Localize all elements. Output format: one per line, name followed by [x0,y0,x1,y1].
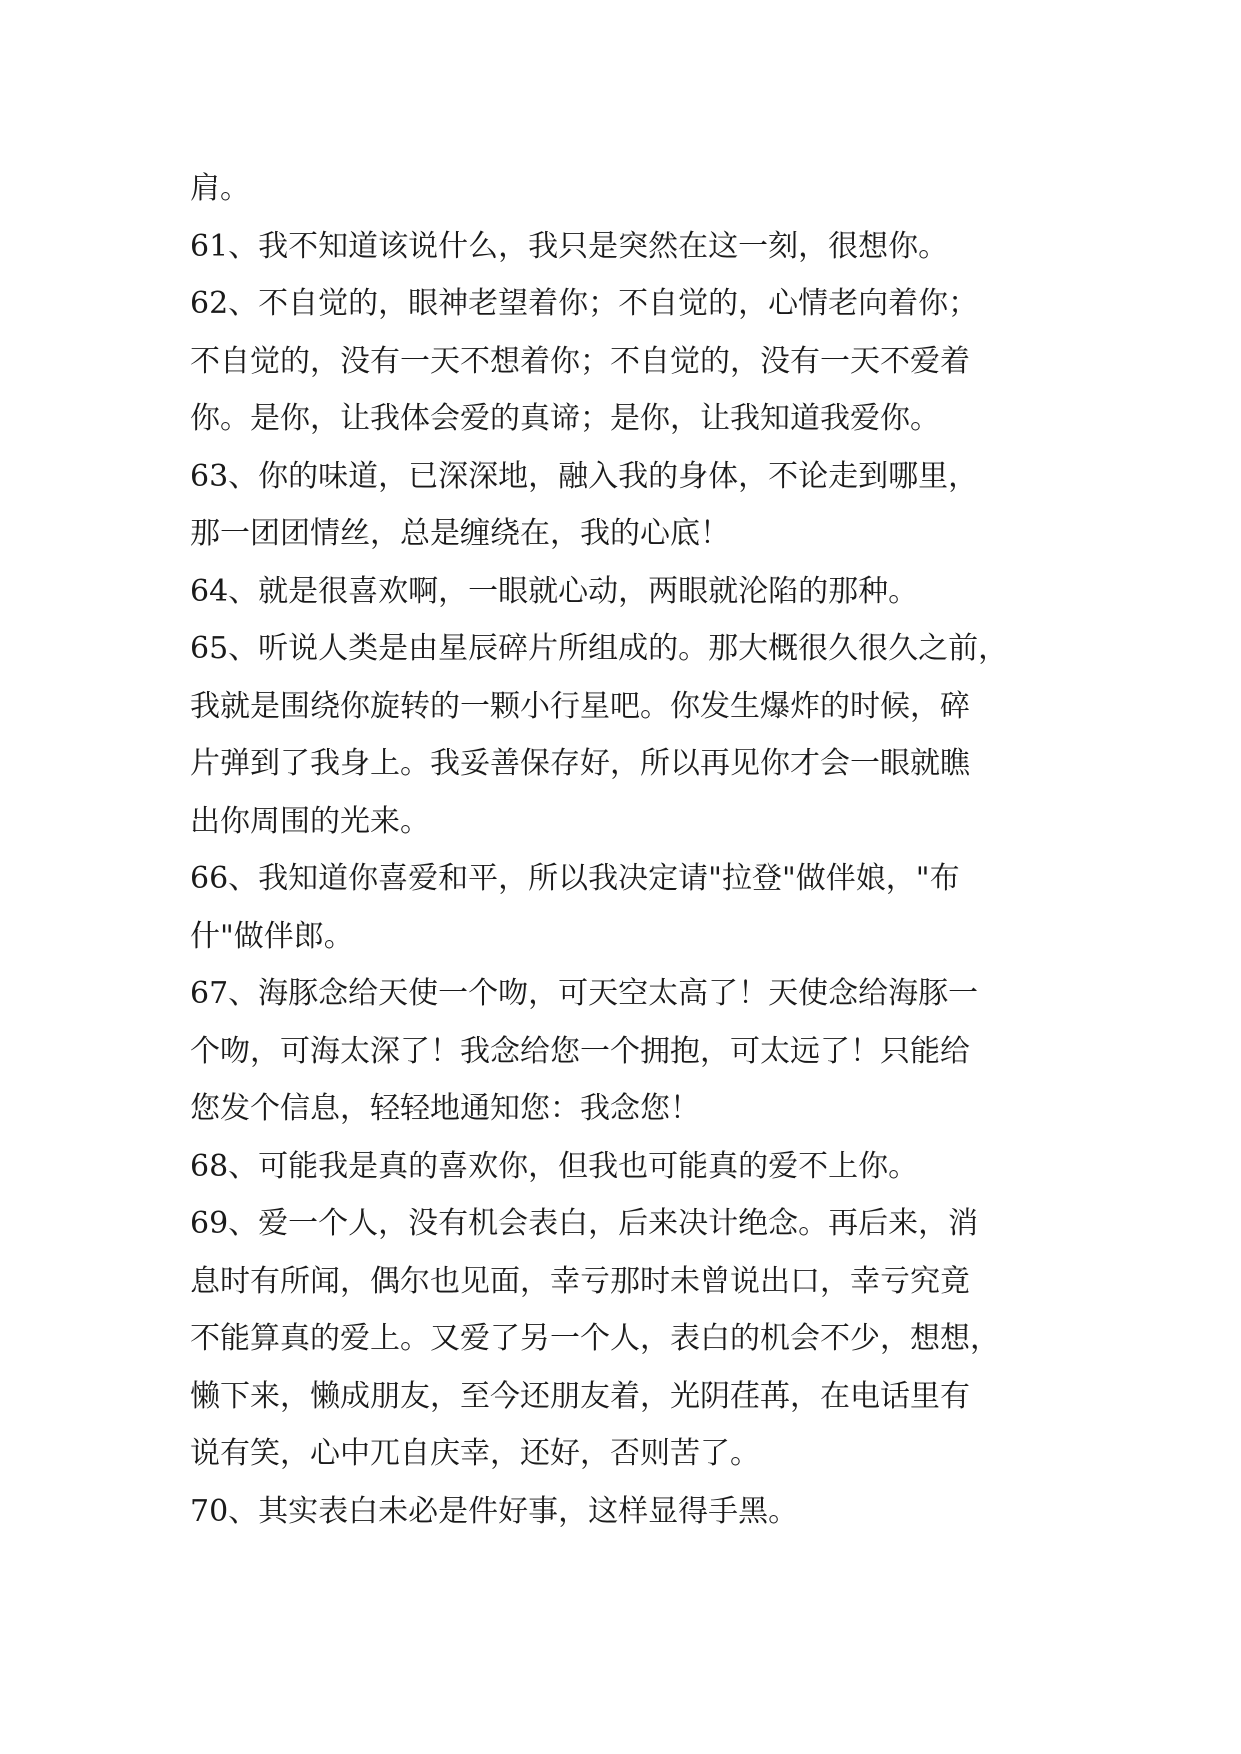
text-line: 个吻，可海太深了！我念给您一个拥抱，可太远了！只能给 [190,1033,970,1069]
text-line: 69、爱一个人，没有机会表白，后来决计绝念。再后来，消 [190,1206,979,1241]
text-line: 62、不自觉的，眼神老望着你；不自觉的，心情老向着你； [190,286,979,321]
text-line: 您发个信息，轻轻地通知您：我念您！ [190,1091,700,1126]
text-line: 出你周围的光来。 [190,803,430,839]
text-line: 65、听说人类是由星辰碎片所组成的。那大概很久很久之前， [190,631,1009,666]
text-line: 68、可能我是真的喜欢你，但我也可能真的爱不上你。 [190,1148,919,1184]
text-line: 那一团团情丝，总是缠绕在，我的心底！ [190,516,730,551]
text-line: 61、我不知道该说什么，我只是突然在这一刻，很想你。 [190,228,949,264]
text-line: 什"做伴郎。 [190,918,354,954]
text-line: 70、其实表白未必是件好事，这样显得手黑。 [190,1493,799,1529]
text-line: 懒下来，懒成朋友，至今还朋友着，光阴荏苒，在电话里有 [190,1378,970,1414]
document-body-text [190,160,1070,1540]
text-line: 说有笑，心中兀自庆幸，还好，否则苦了。 [190,1436,760,1471]
text-line: 息时有所闻，偶尔也见面，幸亏那时未曾说出口，幸亏究竟 [190,1263,970,1299]
text-line: 你。是你，让我体会爱的真谛；是你，让我知道我爱你。 [190,401,940,436]
text-line: 64、就是很喜欢啊，一眼就心动，两眼就沦陷的那种。 [190,573,919,609]
text-line: 我就是围绕你旋转的一颗小行星吧。你发生爆炸的时候，碎 [190,688,970,724]
text-line: 63、你的味道，已深深地，融入我的身体，不论走到哪里， [190,458,979,494]
text-line: 不自觉的，没有一天不想着你；不自觉的，没有一天不爱着 [190,343,970,379]
text-line: 肩。 [190,171,250,206]
text-line: 67、海豚念给天使一个吻，可天空太高了！天使念给海豚一 [190,976,979,1011]
text-line: 片弹到了我身上。我妥善保存好，所以再见你才会一眼就瞧 [190,746,970,781]
text-line: 66、我知道你喜爱和平，所以我决定请"拉登"做伴娘，"布 [190,861,960,896]
text-line: 不能算真的爱上。又爱了另一个人，表白的机会不少，想想， [190,1321,1000,1356]
